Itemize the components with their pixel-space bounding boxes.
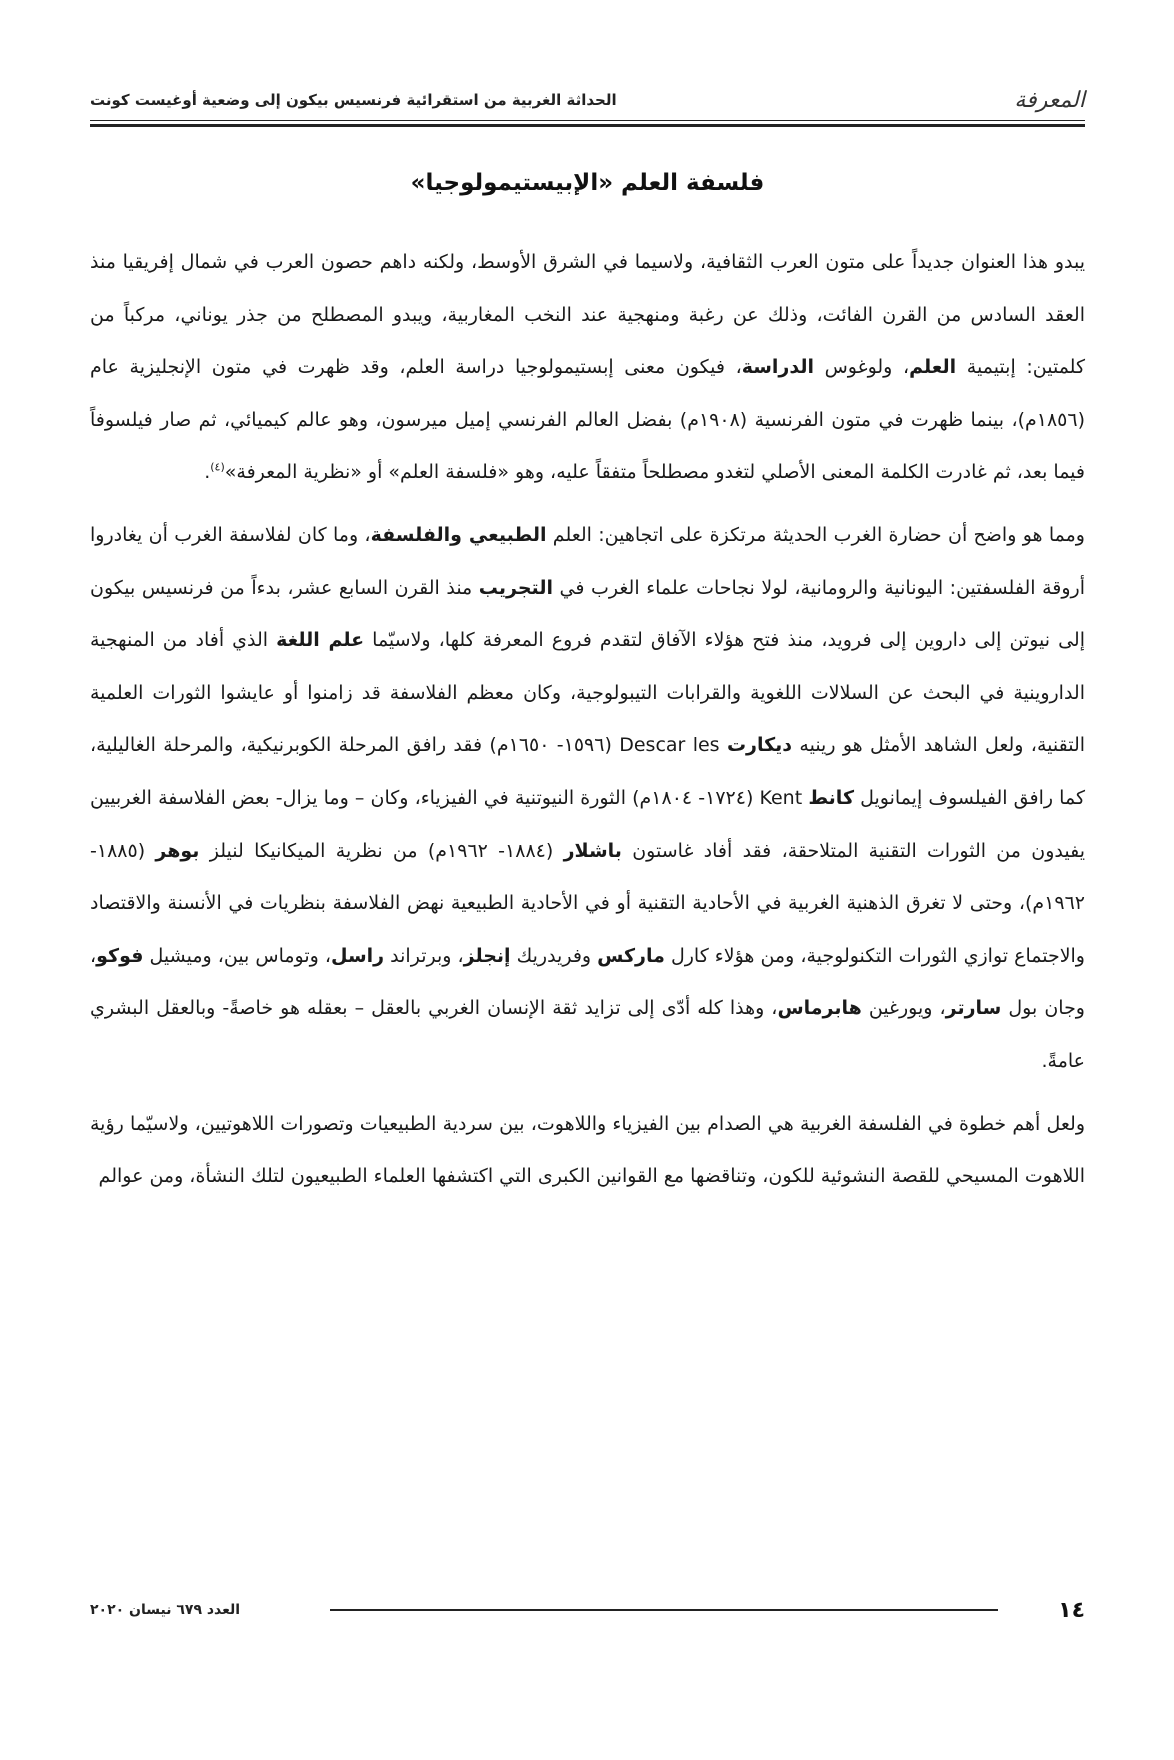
paragraph-2: ومما هو واضح أن حضارة الغرب الحديثة مرتكزة على اتجاهين: العلم الطبيعي والفلسفة، وما كان لفلاسفة الغرب أن يغادروا أروقة الفلسفتين: اليونانية والرومانية، لولا نجاحات علماء الغرب في التجريب منذ القرن السابع عشر، بدءاً من فرنسيس بيكون إلى نيوتن إلى داروين إلى فرويد، منذ فتح هؤلاء الآفاق لتقدم فروع المعرفة كلها، ولاسيّما علم اللغة الذي أفاد من المنهجية الداروينية في البحث عن السلالات اللغوية والقرابات التيبولوجية، وكان معظم الفلاسفة قد زامنوا أو عايشوا الثورات العلمية التقنية، ولعل الشاهد الأمثل هو رينيه ديكارت Descar les (١٥٩٦- ١٦٥٠م) فقد رافق المرحلة الكوبرنيكية، والمرحلة الغاليلية، كما رافق الفيلسوف إيمانويل كانط Kent (١٧٢٤- ١٨٠٤م) الثورة النيوتنية في الفيزياء، وكان – وما يزال- بعض الفلاسفة الغربيين يفيدون من الثورات التقنية المتلاحقة، فقد أفاد غاستون باشلار (١٨٨٤- ١٩٦٢م) من نظرية الميكانيكا لنيلز بوهر (١٨٨٥- ١٩٦٢م)، وحتى لا تغرق الذهنية الغربية في الأحادية التقنية أو في الأحادية الطبيعية نهض الفلاسفة بنظريات في الأنسنة والاقتصاد والاجتماع توازي الثورات التكنولوجية، ومن هؤلاء كارل ماركس وفريدريك إنجلز، وبرتراند راسل، وتوماس بين، وميشيل فوكو، وجان بول سارتر، ويورغين هابرماس، وهذا كله أدّى إلى تزايد ثقة الإنسان الغربي بالعقل – بعقله هو خاصةً- وبالعقل البشري عامةً.: [90, 523, 1086, 1072]
page-number: ١٤: [1058, 1597, 1085, 1623]
issue-info: العدد ٦٧٩ نيسان ٢٠٢٠: [90, 1602, 241, 1618]
running-header: [90, 82, 1085, 118]
header-rule: [90, 120, 1085, 121]
running-title: الحداثة الغربية من استقرائية فرنسيس بيكون إلى وضعية أوغيست كونت: [90, 91, 617, 109]
article-body: [90, 236, 1085, 1203]
paragraph-1: يبدو هذا العنوان جديداً على متون العرب الثقافية، ولاسيما في الشرق الأوسط، ولكنه داهم حصون العرب في شمال إفريقيا منذ العقد السادس من القرن الفائت، وذلك عن رغبة ومنهجية عند النخب المغاربية، ويبدو المصطلح من جذر يوناني، مركباً من كلمتين: إبتيمية العلم، ولوغوس الدراسة، فيكون معنى إبستيمولوجيا دراسة العلم، وقد ظهرت في متون الإنجليزية عام (١٨٥٦م)، بينما ظهرت في متون الفرنسية (١٩٠٨م) بفضل العالم الفرنسي إميل ميرسون، وهو عالم كيميائي، ثم صار فيلسوفاً فيما بعد، ثم غادرت الكلمة المعنى الأصلي لتغدو مصطلحاً متفقاً عليه، وهو «فلسفة العلم» أو «نظرية المعرفة»$^{(٤)}$.: [90, 251, 1086, 484]
header-rule-thick: [90, 124, 1085, 127]
page-footer: [90, 1595, 1085, 1625]
footnote-ref: (٤): [210, 461, 225, 475]
footer-rule: [330, 1609, 998, 1611]
magazine-logo: المعرفة: [1014, 87, 1085, 113]
section-title: فلسفة العلم «الإبيستيمولوجيا»: [410, 170, 765, 196]
paragraph-3: ولعل أهم خطوة في الفلسفة الغربية هي الصدام بين الفيزياء واللاهوت، بين سردية الطبيعيات وتصورات اللاهوتيين، ولاسيّما رؤية اللاهوت المسيحي للقصة النشوئية للكون، وتناقضها مع القوانين الكبرى التي اكتشفها العلماء الطبيعيون لتلك النشأة، ومن عوالم: [90, 1112, 1085, 1188]
